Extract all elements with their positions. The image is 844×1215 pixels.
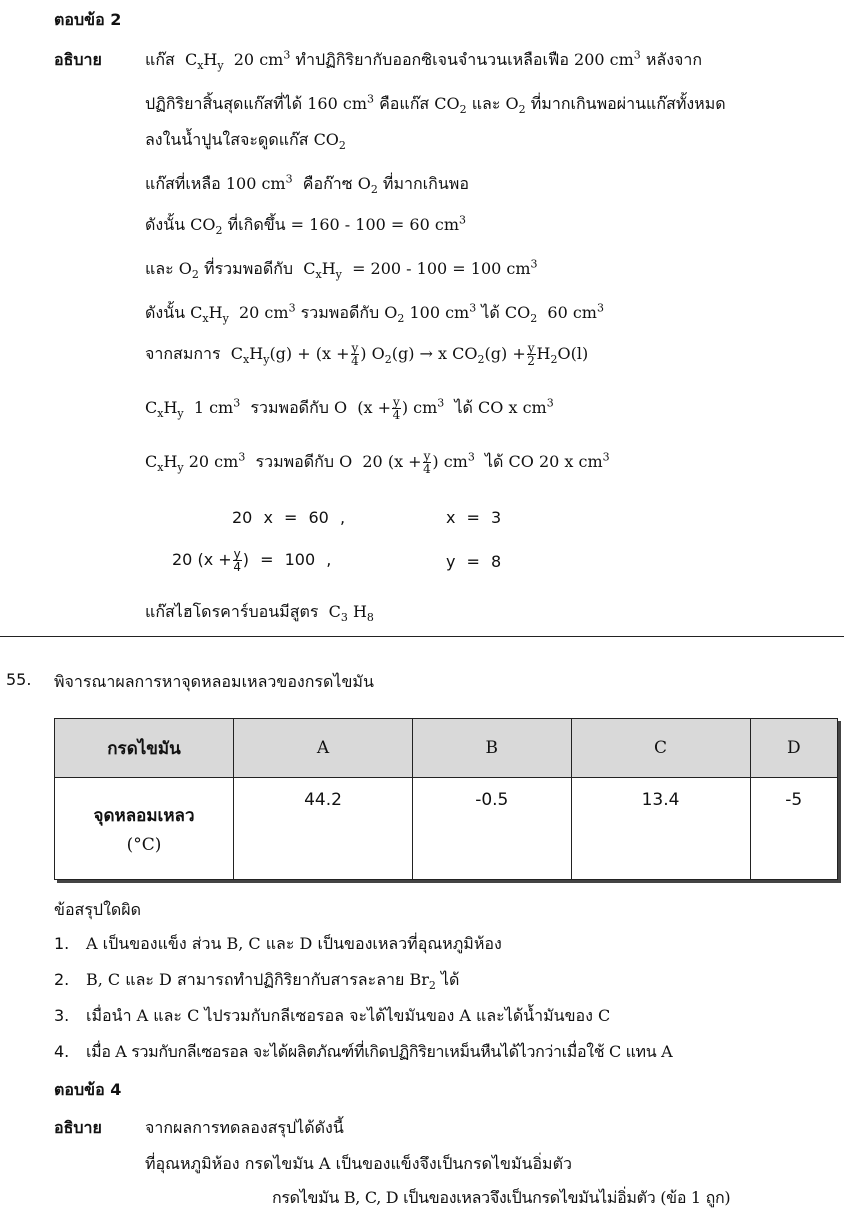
question-text: พิจารณาผลการหาจุดหลอมเหลวของกรดไขมัน xyxy=(54,672,374,691)
option-4: 4. เมื่อ A รวมกับกลีเซอรอล จะได้ผลิตภัณฑ์ที่เกิดปฏิกิริยาเหม็นหืนได้ไวกว่าเมื่อใช้ C แทน A xyxy=(54,1042,673,1061)
option-1: 1. A เป็นของแข็ง ส่วน B, C และ D เป็นของเหลวที่อุณหภูมิห้อง xyxy=(54,934,502,953)
explain-line-6: และ $O_2$ ที่รวมพอดีกับ $C_xH_y = 200 - 100 = 100$ $cm^3$ xyxy=(145,257,538,282)
table-header-label: กรดไขมัน xyxy=(55,719,234,778)
hydrocarbon-formula: แก๊สไฮโดรคาร์บอนมีสูตร $C_3$ $H_8$ xyxy=(145,602,374,625)
explain-line-9: $C_xH_y$ 1 $cm^3$ รวมพอดีกับ O (x + $\frac{y}{4}$ ) $cm^3$ ได้ CO x $cm^3$ xyxy=(145,395,554,422)
explain2-line-1: จากผลการทดลองสรุปได้ดังนี้ xyxy=(145,1118,344,1137)
table-col-c: C xyxy=(571,719,750,778)
fatty-acid-table xyxy=(54,718,838,880)
explain-line-7: ดังนั้น $C_xH_y$ 20 $cm^3$ รวมพอดีกับ $O_2$ 100 $cm^3$ ได้ $CO_2$ 60 $cm^3$ xyxy=(145,301,604,326)
solve-y-left: 20 (x + $\frac{y}{4}$ ) = 100 , xyxy=(172,547,332,574)
explain2-line-3: กรดไขมัน B, C, D เป็นของเหลวจึงเป็นกรดไขมันไม่อิ่มตัว (ข้อ 1 ถูก) xyxy=(272,1188,731,1207)
solve-x-right: x = 3 xyxy=(446,508,502,527)
section-divider xyxy=(0,636,844,637)
answer-label: ตอบข้อ 2 xyxy=(54,10,122,29)
table-col-a: A xyxy=(234,719,413,778)
explain-line-2: ปฏิกิริยาสิ้นสุดแก๊สที่ได้ 160 $cm^3$ คือแก๊ส $CO_2$ และ $O_2$ ที่มากเกินพอผ่านแก๊สทั้งหมด xyxy=(145,92,726,117)
explain-line-3: ลงในน้ำปูนใสจะดูดแก๊ส $CO_2$ xyxy=(145,130,346,153)
table-header-row xyxy=(55,719,838,778)
table-row-label xyxy=(55,778,234,880)
table-col-b: B xyxy=(413,719,571,778)
question-number: 55. xyxy=(6,670,32,689)
table-cell-b: -0.5 xyxy=(413,778,571,880)
explain-line-4: แก๊สที่เหลือ 100 $cm^3$ คือก๊าซ $O_2$ ที่มากเกินพอ xyxy=(145,172,469,197)
explain-line-10: $C_xH_y$ 20 $cm^3$ รวมพอดีกับ O 20 (x + $\frac{y}{4}$ ) $cm^3$ ได้ CO 20 x $cm^3$ xyxy=(145,449,610,476)
explain-line-5: ดังนั้น $CO_2$ ที่เกิดขึ้น = 160 - 100 = 60 $cm^3$ xyxy=(145,213,466,238)
question-prompt: ข้อสรุปใดผิด xyxy=(54,900,142,919)
explain-line-1: แก๊ส $C_xH_y$ 20 $cm^3$ ทำปฏิกิริยากับออกซิเจนจำนวนเหลือเฟือ 200 $cm^3$ หลังจาก xyxy=(145,48,703,73)
table-cell-a: 44.2 xyxy=(234,778,413,880)
solve-y-right: y = 8 xyxy=(446,552,502,571)
equation-line: จากสมการ $C_xH_y(g) + (x$ + $\frac{y}{4}$ ) $O_2(g) \to x$ $CO_2(g)$ + $\frac{y}{2}$ $H_2O(l)$ xyxy=(145,341,589,368)
explain-label-2: อธิบาย xyxy=(54,1118,102,1137)
table-cell-d: -5 xyxy=(750,778,837,880)
solve-x-left: 20 x = 60 , xyxy=(232,508,346,527)
row-label-main: จุดหลอมเหลว xyxy=(93,806,195,826)
option-3: 3. เมื่อนำ A และ C ไปรวมกับกลีเซอรอล จะได้ไขมันของ A และได้น้ำมันของ C xyxy=(54,1006,611,1025)
answer-label-2: ตอบข้อ 4 xyxy=(54,1080,122,1099)
explain2-line-2: ที่อุณหภูมิห้อง กรดไขมัน A เป็นของแข็งจึงเป็นกรดไขมันอิ่มตัว xyxy=(145,1154,572,1173)
table-data-row xyxy=(55,778,838,880)
table-cell-c: 13.4 xyxy=(571,778,750,880)
row-label-unit: (°C) xyxy=(126,835,162,855)
table-col-d: D xyxy=(750,719,837,778)
explain-label: อธิบาย xyxy=(54,50,102,69)
option-2: 2. B, C และ D สามารถทำปฏิกิริยากับสารละลาย $Br_2$ ได้ xyxy=(54,970,460,993)
